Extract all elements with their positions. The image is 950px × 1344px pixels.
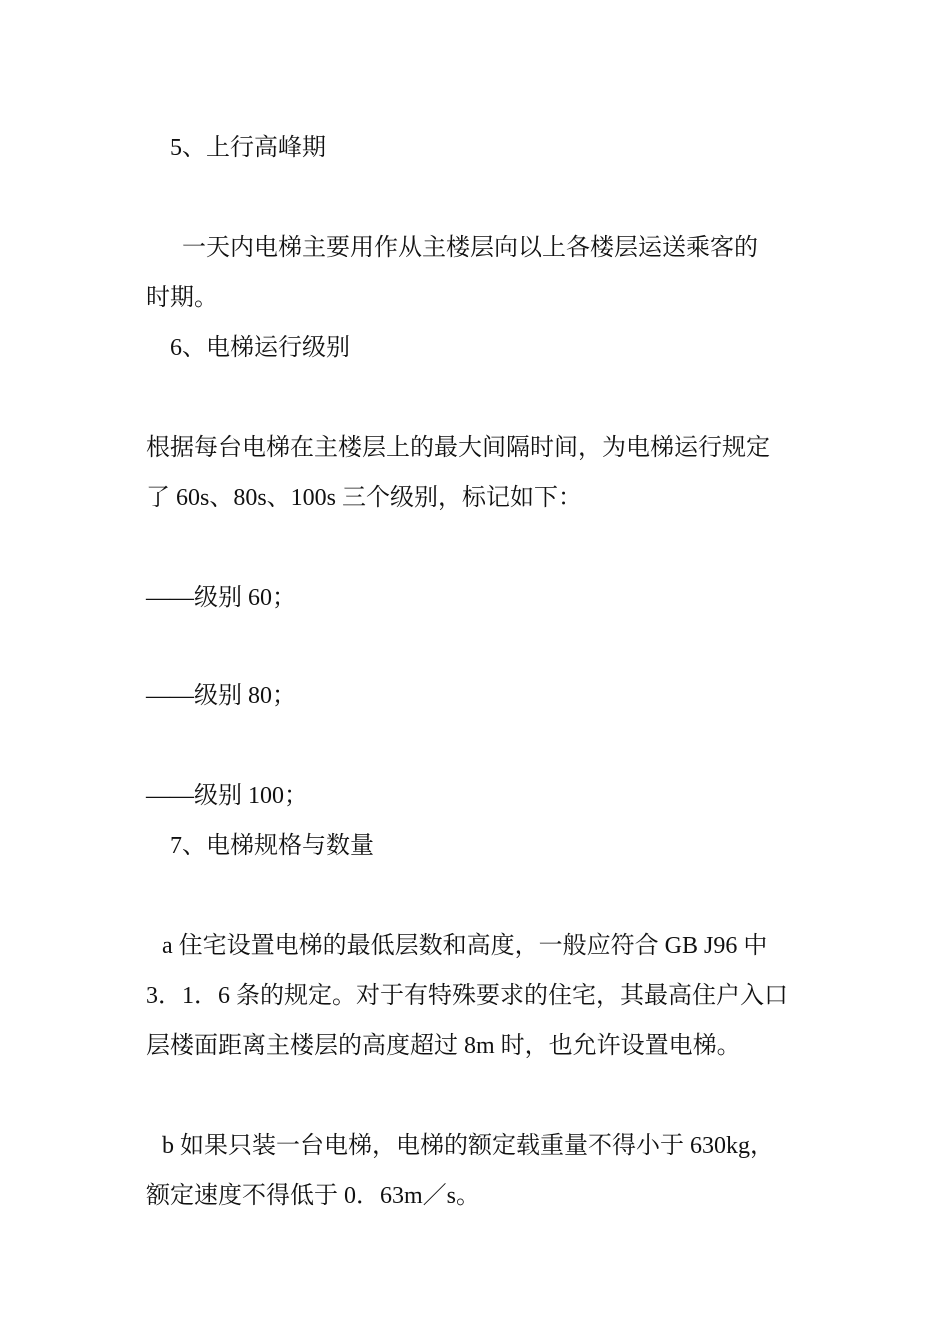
item-a-line-2: 3．1．6 条的规定。对于有特殊要求的住宅，其最高住户入口 <box>146 983 788 1009</box>
section-5-paragraph-line-1: 一天内电梯主要用作从主楼层向以上各楼层运送乘客的 <box>182 235 758 261</box>
item-b-line-1: b 如果只装一台电梯，电梯的额定载重量不得小于 630kg， <box>162 1133 774 1159</box>
section-6-paragraph-line-1: 根据每台电梯在主楼层上的最大间隔时间，为电梯运行规定 <box>146 435 770 461</box>
section-7-heading: 7、电梯规格与数量 <box>170 833 374 859</box>
section-6-paragraph-line-2: 了 60s、80s、100s 三个级别，标记如下： <box>146 485 583 511</box>
section-5-heading: 5、上行高峰期 <box>170 135 326 161</box>
level-80-item: ——级别 80； <box>146 683 296 709</box>
level-100-item: ——级别 100； <box>146 783 308 809</box>
section-6-heading: 6、电梯运行级别 <box>170 335 350 361</box>
level-60-item: ——级别 60； <box>146 585 296 611</box>
item-a-line-3: 层楼面距离主楼层的高度超过 8m 时，也允许设置电梯。 <box>146 1033 741 1059</box>
section-5-paragraph-line-2: 时期。 <box>146 285 218 311</box>
item-b-line-2: 额定速度不得低于 0．63m／s。 <box>146 1183 481 1209</box>
item-a-line-1: a 住宅设置电梯的最低层数和高度，一般应符合 GB J96 中 <box>162 933 768 959</box>
